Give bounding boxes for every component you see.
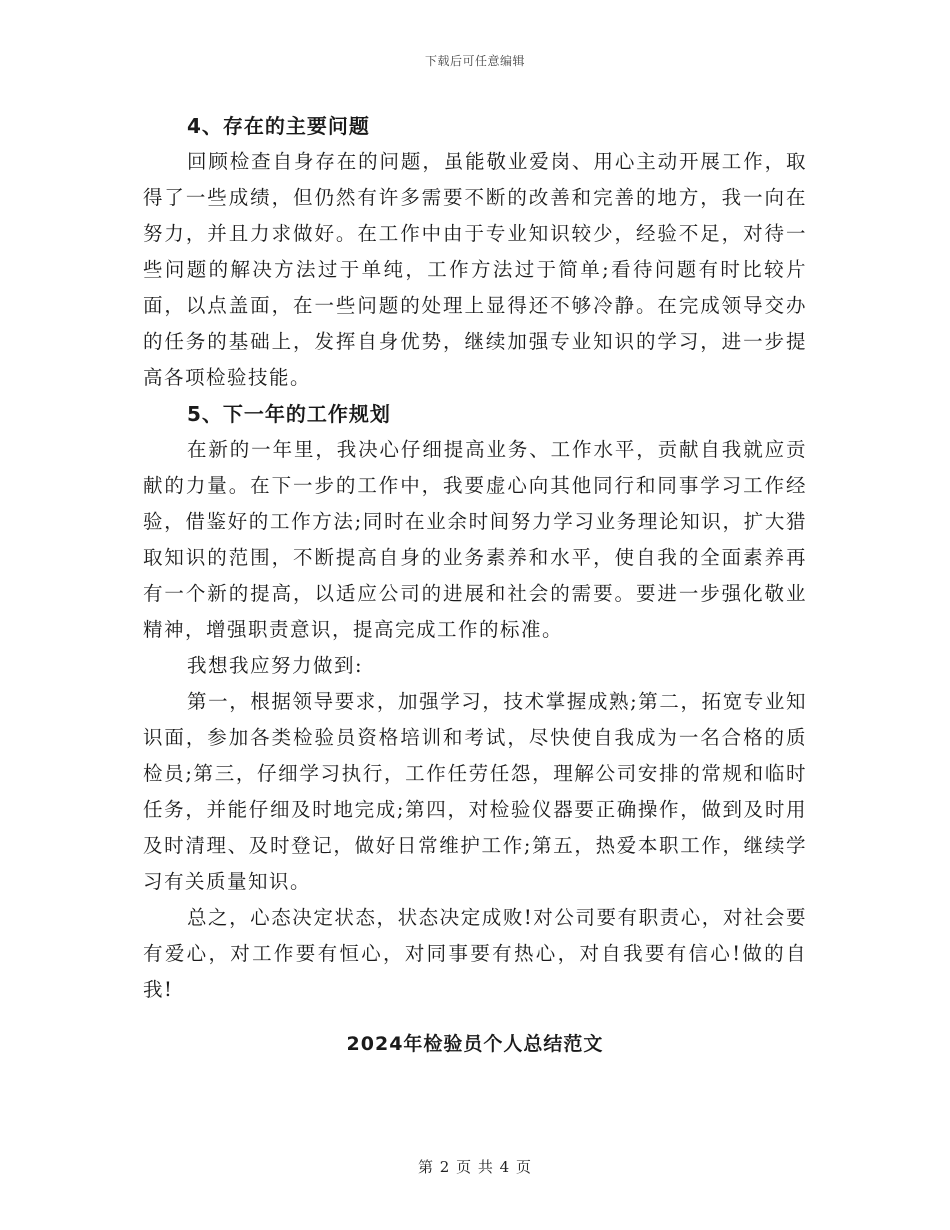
document-body	[143, 108, 807, 1062]
paragraph-plan-steps: 第一，根据领导要求，加强学习，技术掌握成熟;第二，拓宽专业知识面，参加各类检验员资格培训和考试，尽快使自我成为一名合格的质检员;第三，仔细学习执行，工作任劳任怨，理解公司安排的常规和临时任务，并能仔细及时地完成;第四，对检验仪器要正确操作，做到及时用及时清理、及时登记，做好日常维护工作;第五，热爱本职工作，继续学习有关质量知识。	[143, 690, 807, 893]
page-header: 下载后可任意编辑	[424, 54, 525, 68]
paragraph-problems: 回顾检查自身存在的问题，虽能敬业爱岗、用心主动开展工作，取得了一些成绩，但仍然有许多需要不断的改善和完善的地方，我一向在努力，并且力求做好。在工作中由于专业知识较少，经验不足，对待一些问题的解决方法过于单纯，工作方法过于简单;看待问题有时比较片面，以点盖面，在一些问题的处理上显得还不够冷静。在完成领导交办的任务的基础上，发挥自身优势，继续加强专业知识的学习，进一步提高各项检验技能。	[143, 150, 807, 389]
paragraph-conclusion: 总之，心态决定状态，状态决定成败!对公司要有职责心，对社会要有爱心，对工作要有恒心，对同事要有热心，对自我要有信心!做的自我!	[143, 906, 807, 1001]
paragraph-plan-intro: 在新的一年里，我决心仔细提高业务、工作水平，贡献自我就应贡献的力量。在下一步的工作中，我要虚心向其他同行和同事学习工作经验，借鉴好的工作方法;同时在业余时间努力学习业务理论知识，扩大猎取知识的范围，不断提高自身的业务素养和水平，使自我的全面素养再有一个新的提高，以适应公司的进展和社会的需要。要进一步强化敬业精神，增强职责意识，提高完成工作的标准。	[143, 438, 807, 641]
next-document-title: 2024年检验员个人总结范文	[346, 1033, 604, 1055]
section-heading-problems: 4、存在的主要问题	[187, 114, 370, 138]
paragraph-plan-lead: 我想我应努力做到:	[187, 654, 364, 677]
section-heading-plan: 5、下一年的工作规划	[187, 402, 391, 426]
page-footer: 第 2 页 共 4 页	[418, 1158, 532, 1176]
